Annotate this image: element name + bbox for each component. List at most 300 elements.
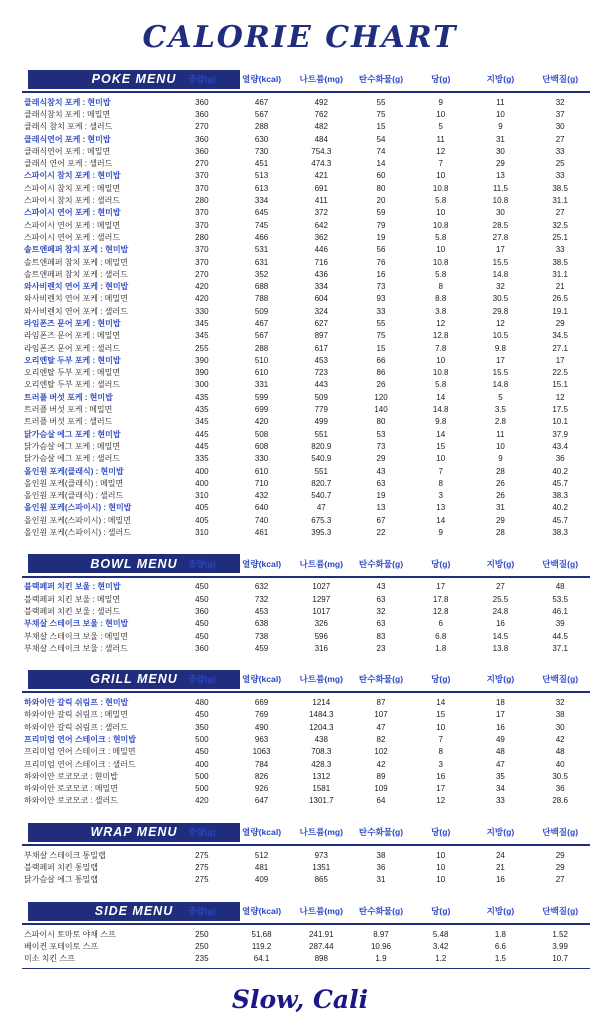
nutrition-value: 37: [555, 109, 565, 119]
nutrition-value: 38.3: [552, 491, 568, 501]
column-header: 단백질(g): [542, 674, 579, 685]
section-title-badge: BOWL MENU: [28, 554, 240, 573]
menu-item-label: 프리미엄 연어 스테이크 : 현미밥: [24, 735, 137, 744]
table-row: [22, 170, 590, 182]
nutrition-value: 8: [438, 478, 443, 488]
nutrition-value: 29: [376, 454, 386, 464]
menu-item-label: 베이컨 포테이토 스프: [24, 941, 98, 951]
nutrition-value: 450: [195, 582, 209, 592]
header-rule: [22, 91, 590, 93]
nutrition-value: 43: [376, 466, 386, 476]
nutrition-value: 27.8: [492, 232, 509, 242]
nutrition-value: 779: [314, 405, 328, 415]
column-header: 지방(g): [486, 906, 515, 917]
nutrition-value: 24.8: [492, 606, 509, 616]
nutrition-value: 370: [195, 257, 209, 267]
nutrition-value: 445: [195, 429, 209, 439]
nutrition-value: 45.7: [552, 478, 568, 488]
nutrition-value: 44.5: [552, 631, 568, 641]
column-header: 단백질(g): [542, 74, 579, 84]
table-row: [22, 783, 590, 795]
nutrition-value: 11: [436, 134, 445, 144]
nutrition-value: 11.5: [492, 183, 508, 193]
table-row: [22, 440, 590, 452]
nutrition-value: 33: [376, 306, 386, 316]
nutrition-value: 80: [376, 183, 386, 193]
nutrition-value: 1204.3: [309, 722, 334, 732]
nutrition-value: 745: [254, 220, 269, 230]
nutrition-value: 53.5: [552, 594, 568, 604]
nutrition-value: 608: [254, 441, 269, 451]
nutrition-value: 36: [555, 454, 565, 464]
menu-item-label: 블랙페퍼 치킨 보울 : 메밀면: [24, 594, 121, 604]
menu-item-label: 닭가슴살 에그 통밀랩: [24, 875, 98, 885]
nutrition-value: 512: [254, 850, 269, 860]
section-header-row: [22, 69, 590, 89]
nutrition-value: 24: [495, 850, 505, 860]
table-row: [22, 268, 590, 280]
column-header: 당(g): [431, 74, 451, 84]
nutrition-value: 39: [555, 619, 565, 629]
nutrition-value: 16: [495, 875, 505, 885]
column-header: 지방(g): [486, 74, 515, 84]
nutrition-value: 420: [254, 417, 269, 427]
nutrition-value: 11: [496, 429, 505, 439]
nutrition-value: 47: [376, 722, 386, 732]
nutrition-value: 435: [195, 405, 209, 415]
menu-item-label: 하와이안 로코모코 : 메밀면: [24, 784, 118, 794]
nutrition-value: 897: [314, 331, 328, 341]
nutrition-value: 480: [195, 698, 209, 708]
nutrition-value: 14: [376, 159, 386, 169]
nutrition-value: 699: [254, 405, 269, 415]
nutrition-value: 11: [496, 97, 505, 107]
nutrition-value: 567: [254, 331, 269, 341]
column-header: 당(g): [431, 906, 451, 917]
nutrition-value: 13: [436, 503, 446, 513]
nutrition-value: 275: [195, 850, 209, 860]
menu-item-label: 닭가슴살 에그 포케 : 메밀면: [24, 441, 121, 451]
nutrition-value: 453: [254, 606, 269, 616]
column-header: 탄수화물(g): [358, 558, 404, 569]
nutrition-value: 360: [195, 97, 209, 107]
nutrition-value: 75: [376, 109, 386, 119]
column-header: 열량(kcal): [242, 558, 282, 569]
table-row: [22, 108, 590, 120]
nutrition-value: 20: [376, 196, 386, 206]
nutrition-value: 604: [314, 294, 328, 304]
menu-item-label: 클래식연어 포케 : 메밀면: [24, 146, 111, 156]
nutrition-value: 59: [376, 208, 386, 218]
nutrition-value: 9: [438, 528, 443, 538]
menu-item-label: 솔트앤페퍼 참치 포케 : 메밀면: [24, 257, 128, 267]
column-header: 단백질(g): [542, 827, 579, 838]
nutrition-value: 610: [254, 466, 269, 476]
nutrition-value: 395.3: [311, 528, 332, 538]
nutrition-value: 17: [495, 710, 505, 720]
nutrition-value: 730: [254, 146, 269, 156]
nutrition-value: 30: [555, 722, 565, 732]
nutrition-value: 7: [438, 735, 443, 744]
table-row: [22, 630, 590, 642]
nutrition-value: 64: [376, 796, 386, 806]
menu-item-label: 클래식 참치 포케 : 샐러드: [24, 122, 113, 132]
nutrition-value: 22: [376, 528, 386, 538]
nutrition-value: 10: [495, 109, 505, 119]
nutrition-value: 400: [195, 478, 209, 488]
nutrition-value: 9: [498, 122, 503, 132]
nutrition-value: 1.2: [435, 954, 447, 964]
nutrition-value: 64.1: [253, 954, 270, 964]
table-row: [22, 317, 590, 329]
nutrition-value: 32: [555, 97, 565, 107]
nutrition-value: 8: [438, 282, 443, 292]
nutrition-value: 642: [314, 220, 328, 230]
nutrition-value: 450: [195, 710, 209, 720]
nutrition-value: 12: [436, 796, 446, 806]
nutrition-value: 675.3: [311, 515, 332, 525]
nutrition-value: 436: [314, 269, 328, 279]
table-row: [22, 514, 590, 526]
menu-item-label: 와사비렌치 연어 포케 : 샐러드: [24, 306, 128, 316]
nutrition-value: 30.5: [552, 771, 568, 781]
nutrition-value: 435: [195, 392, 209, 402]
nutrition-value: 5: [498, 392, 503, 402]
nutrition-value: 25: [555, 159, 565, 169]
nutrition-value: 16: [495, 722, 505, 732]
nutrition-value: 15.5: [492, 368, 509, 378]
nutrition-value: 87: [376, 698, 386, 708]
nutrition-value: 627: [314, 318, 328, 328]
menu-item-label: 블랙페퍼 치킨 보울 : 현미밥: [24, 582, 121, 592]
menu-item-label: 와사비렌치 연어 포케 : 현미밥: [24, 282, 129, 292]
nutrition-value: 769: [254, 710, 269, 720]
nutrition-value: 287.44: [309, 941, 334, 951]
nutrition-value: 31: [376, 875, 386, 885]
nutrition-value: 754.3: [311, 146, 332, 156]
nutrition-value: 28.5: [492, 220, 509, 230]
column-header: 중량(g): [188, 674, 216, 685]
nutrition-value: 638: [254, 619, 269, 629]
nutrition-value: 63: [376, 594, 386, 604]
nutrition-value: 617: [314, 343, 328, 353]
nutrition-value: 280: [195, 196, 209, 206]
nutrition-value: 640: [254, 503, 269, 513]
section-header-row: [22, 554, 590, 574]
nutrition-value: 453: [314, 355, 328, 365]
nutrition-value: 3.8: [435, 306, 447, 316]
nutrition-value: 21: [555, 282, 565, 292]
nutrition-value: 10.96: [370, 941, 391, 951]
nutrition-value: 107: [374, 710, 388, 720]
section-rows: [22, 96, 590, 539]
menu-item-label: 스파이시 연어 포케 : 샐러드: [24, 232, 121, 242]
nutrition-value: 10.8: [432, 220, 449, 230]
nutrition-value: 826: [254, 771, 269, 781]
nutrition-value: 86: [376, 368, 386, 378]
nutrition-value: 400: [195, 466, 209, 476]
nutrition-value: 326: [314, 619, 328, 629]
menu-item-label: 클래식참치 포케 : 현미밥: [24, 97, 111, 107]
nutrition-value: 17.8: [432, 594, 449, 604]
menu-item-label: 부채살 스테이크 보울 : 샐러드: [24, 643, 128, 653]
nutrition-value: 421: [314, 171, 328, 181]
section-header-row: [22, 901, 590, 921]
nutrition-value: 400: [195, 759, 209, 769]
nutrition-value: 310: [195, 528, 209, 538]
nutrition-value: 119.2: [251, 941, 272, 951]
page-title: CALORIE CHART: [142, 20, 458, 55]
nutrition-value: 466: [254, 232, 269, 242]
column-header: 열량(kcal): [242, 74, 282, 84]
nutrition-value: 255: [195, 343, 209, 353]
nutrition-value: 270: [195, 159, 209, 169]
nutrition-value: 508: [254, 429, 269, 439]
nutrition-value: 18: [495, 698, 505, 708]
menu-section: [22, 669, 590, 807]
menu-item-label: 스파이시 참치 포케 : 메밀면: [24, 183, 121, 193]
nutrition-value: 596: [314, 631, 328, 641]
column-header: 탄수화물(g): [358, 827, 404, 838]
column-header: 열량(kcal): [242, 674, 282, 685]
nutrition-value: 820.9: [311, 441, 332, 451]
menu-item-label: 하와이안 갈릭 쉬림프 : 메밀면: [24, 710, 128, 720]
nutrition-value: 93: [376, 294, 386, 304]
nutrition-value: 10.7: [552, 954, 568, 964]
nutrition-value: 67: [376, 515, 386, 525]
table-row: [22, 207, 590, 219]
nutrition-value: 788: [254, 294, 269, 304]
column-header: 지방(g): [486, 558, 515, 569]
nutrition-value: 820.7: [311, 478, 332, 488]
nutrition-value: 1.9: [375, 954, 387, 964]
menu-item-label: 스파이시 참치 포케 : 현미밥: [24, 171, 121, 181]
table-row: [22, 219, 590, 231]
nutrition-value: 80: [376, 417, 386, 427]
table-row: [22, 928, 590, 940]
nutrition-value: 350: [195, 722, 209, 732]
nutrition-value: 438: [314, 735, 328, 744]
nutrition-value: 926: [254, 784, 269, 794]
menu-item-label: 라임폰즈 문어 포케 : 현미밥: [24, 318, 121, 328]
table-row: [22, 490, 590, 502]
nutrition-value: 26: [495, 491, 505, 501]
nutrition-value: 14.8: [492, 269, 509, 279]
menu-item-label: 트러플 버섯 포케 : 현미밥: [24, 392, 113, 402]
header-rule: [22, 923, 590, 925]
nutrition-value: 738: [254, 631, 269, 641]
nutrition-value: 241.91: [309, 929, 334, 939]
section-header-row: [22, 669, 590, 689]
nutrition-value: 10: [436, 208, 446, 218]
menu-item-label: 닭가슴살 에그 포케 : 현미밥: [24, 429, 121, 439]
table-row: [22, 416, 590, 428]
nutrition-value: 12: [436, 318, 446, 328]
column-header: 탄수화물(g): [358, 74, 404, 84]
nutrition-value: 10.8: [432, 368, 449, 378]
menu-section: [22, 554, 590, 655]
nutrition-value: 6: [438, 619, 443, 629]
menu-item-label: 올인원 포케(스파이시) : 메밀면: [24, 515, 131, 525]
nutrition-value: 432: [254, 491, 269, 501]
nutrition-value: 372: [314, 208, 328, 218]
nutrition-value: 13: [495, 171, 505, 181]
nutrition-value: 411: [314, 196, 328, 206]
menu-item-label: 스파이시 참치 포케 : 샐러드: [24, 196, 121, 206]
column-header: 탄수화물(g): [358, 674, 404, 685]
nutrition-value: 10.5: [492, 331, 509, 341]
nutrition-value: 17: [436, 582, 446, 592]
table-row: [22, 758, 590, 770]
column-header: 나트륨(mg): [299, 906, 344, 917]
nutrition-value: 31.1: [552, 269, 568, 279]
table-row: [22, 182, 590, 194]
nutrition-value: 14.5: [492, 631, 509, 641]
nutrition-value: 10: [436, 722, 446, 732]
menu-item-label: 라임폰즈 문어 포케 : 메밀면: [24, 331, 121, 341]
nutrition-value: 509: [254, 306, 269, 316]
nutrition-value: 55: [376, 318, 386, 328]
nutrition-value: 362: [314, 232, 328, 242]
nutrition-value: 9.8: [494, 343, 506, 353]
nutrition-value: 26: [495, 478, 505, 488]
table-row: [22, 849, 590, 861]
nutrition-value: 450: [195, 631, 209, 641]
nutrition-value: 334: [314, 282, 328, 292]
nutrition-value: 17.5: [552, 405, 568, 415]
nutrition-value: 28: [495, 528, 505, 538]
column-header: 당(g): [431, 827, 451, 838]
nutrition-value: 40.2: [552, 466, 568, 476]
nutrition-value: 36: [376, 863, 386, 873]
menu-item-label: 와사비렌치 연어 포케 : 메밀면: [24, 294, 128, 304]
nutrition-value: 669: [254, 698, 269, 708]
section-title-badge: WRAP MENU: [28, 823, 240, 842]
column-header: 지방(g): [486, 674, 515, 685]
nutrition-value: 14: [436, 698, 446, 708]
menu-item-label: 올인원 포케(스파이시) : 샐러드: [24, 528, 131, 538]
table-row: [22, 367, 590, 379]
nutrition-value: 140: [374, 405, 388, 415]
menu-item-label: 스파이시 토마토 야채 스프: [24, 929, 116, 939]
nutrition-value: 38.5: [552, 183, 568, 193]
nutrition-value: 6.6: [494, 941, 506, 951]
nutrition-value: 1301.7: [309, 796, 334, 806]
nutrition-value: 8.8: [435, 294, 447, 304]
header-rule: [22, 691, 590, 693]
nutrition-value: 14: [436, 515, 446, 525]
table-row: [22, 96, 590, 108]
nutrition-value: 1581: [312, 784, 331, 794]
nutrition-value: 360: [195, 146, 209, 156]
table-row: [22, 330, 590, 342]
nutrition-value: 482: [314, 122, 328, 132]
table-row: [22, 256, 590, 268]
nutrition-value: 531: [254, 245, 269, 255]
table-row: [22, 391, 590, 403]
nutrition-value: 47: [495, 759, 505, 769]
nutrition-value: 708.3: [311, 747, 332, 757]
nutrition-value: 370: [195, 245, 209, 255]
nutrition-value: 1297: [312, 594, 331, 604]
nutrition-value: 509: [314, 392, 328, 402]
nutrition-value: 360: [195, 606, 209, 616]
nutrition-value: 490: [254, 722, 269, 732]
nutrition-value: 15: [436, 710, 446, 720]
nutrition-value: 6.8: [435, 631, 447, 641]
nutrition-value: 54: [376, 134, 386, 144]
nutrition-value: 3.99: [552, 941, 568, 951]
nutrition-value: 492: [314, 97, 328, 107]
table-row: [22, 121, 590, 133]
menu-item-label: 하와이안 로코모코 : 현미밥: [24, 771, 118, 781]
nutrition-value: 1.52: [552, 929, 568, 939]
nutrition-value: 23: [376, 643, 386, 653]
nutrition-value: 17: [555, 355, 565, 365]
nutrition-value: 89: [376, 771, 386, 781]
nutrition-value: 10: [436, 245, 446, 255]
nutrition-value: 27: [555, 134, 565, 144]
nutrition-value: 14.8: [492, 380, 509, 390]
nutrition-value: 345: [195, 417, 209, 427]
menu-item-label: 클래식 연어 포케 : 샐러드: [24, 159, 113, 169]
nutrition-value: 120: [374, 392, 388, 402]
nutrition-value: 12: [495, 318, 505, 328]
nutrition-value: 551: [314, 466, 328, 476]
nutrition-value: 21: [495, 863, 505, 873]
column-header: 나트륨(mg): [299, 674, 344, 685]
table-row: [22, 618, 590, 630]
nutrition-value: 352: [254, 269, 269, 279]
nutrition-value: 12.8: [432, 331, 449, 341]
menu-sections: [22, 69, 590, 969]
nutrition-value: 29: [495, 159, 505, 169]
nutrition-value: 33: [555, 171, 565, 181]
nutrition-value: 48: [495, 747, 505, 757]
nutrition-value: 14.8: [432, 405, 449, 415]
nutrition-value: 76: [376, 257, 386, 267]
nutrition-value: 27: [555, 208, 565, 218]
section-title-badge: SIDE MENU: [28, 902, 240, 921]
table-row: [22, 593, 590, 605]
column-header: 나트륨(mg): [299, 558, 344, 569]
nutrition-value: 461: [254, 528, 269, 538]
nutrition-value: 14: [436, 392, 446, 402]
column-header: 탄수화물(g): [358, 906, 404, 917]
table-row: [22, 696, 590, 708]
table-row: [22, 342, 590, 354]
nutrition-value: 29.8: [492, 306, 509, 316]
nutrition-value: 5: [438, 122, 443, 132]
nutrition-value: 109: [374, 784, 388, 794]
nutrition-value: 865: [314, 875, 328, 885]
menu-item-label: 올인원 포케(클래식) : 현미밥: [24, 466, 124, 476]
menu-item-label: 클래식연어 포케 : 현미밥: [24, 134, 111, 144]
nutrition-value: 1.8: [435, 643, 447, 653]
nutrition-value: 16: [436, 771, 446, 781]
nutrition-value: 32.5: [552, 220, 568, 230]
nutrition-value: 29: [555, 863, 565, 873]
nutrition-value: 5.8: [435, 380, 447, 390]
nutrition-value: 567: [254, 109, 269, 119]
table-row: [22, 231, 590, 243]
nutrition-value: 540.7: [311, 491, 332, 501]
menu-item-label: 올인원 포케(스파이시) : 현미밥: [24, 503, 132, 513]
table-row: [22, 477, 590, 489]
nutrition-value: 10: [436, 355, 446, 365]
nutrition-value: 723: [314, 368, 328, 378]
nutrition-value: 16: [376, 269, 386, 279]
